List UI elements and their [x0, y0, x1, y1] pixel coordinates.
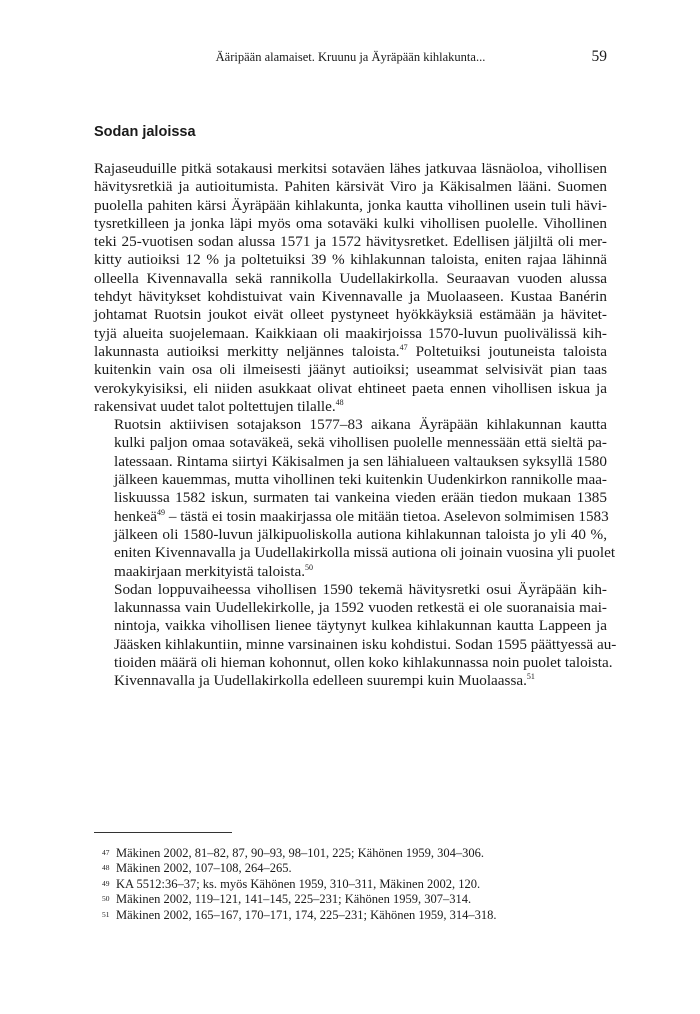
text-line: jälkeen kauemmas, mutta vihollinen teki kuitenkin Uudenkirkon rannikolle maa-	[114, 471, 607, 489]
text-line: maakirjaan merkityistä taloista.$^{50}$	[114, 562, 314, 580]
footnote-number: 51	[102, 909, 110, 919]
body-paragraph	[94, 160, 607, 416]
text-line: johtamat Ruotsin joukot eivät olleet pystyneet hyökkäyksiä estämään ja hävitet-	[94, 306, 607, 324]
text-line: Rajaseuduille pitkä sotakausi merkitsi sotaväen lähes jatkuvaa läsnäoloa, vihollisen	[94, 160, 607, 177]
page-number: 59	[591, 48, 607, 65]
footnote-entry	[94, 877, 607, 892]
text-line: liskuussa 1582 iskun, surmaten tai vankeina vieden erään tiedon mukaan 1385	[114, 489, 607, 507]
text-line: puolella pahiten kärsi Äyräpään kihlakunta, jonka kautta vihollinen usein tuli hävi-	[94, 196, 607, 214]
footnote-text: KA 5512:36–37; ks. myös Kähönen 1959, 310–311, Mäkinen 2002, 120.	[116, 876, 481, 891]
footnote-number: 48	[102, 863, 110, 873]
footnote-text: Mäkinen 2002, 165–167, 170–171, 174, 225–231; Kähönen 1959, 314–318.	[116, 907, 497, 922]
text-line: Sodan loppuvaiheessa vihollisen 1590 tekemä hävitysretki osui Äyräpään kih-	[114, 580, 607, 598]
footnote-number: 50	[102, 894, 110, 904]
footnote-entry	[94, 892, 607, 907]
text-line: jälkeen oli 1580-luvun jälkipuoliskolla autiona kihlakunnan taloista jo yli 40 %,	[114, 525, 607, 543]
footnote-entry	[94, 846, 607, 861]
text-line: tyjä alueita suojelemaan. Kaikkiaan oli maakirjoissa 1570-luvun puolivälissä kih-	[94, 324, 607, 342]
text-line: tehdyt hävitykset kohdistuivat vain Kivennavalle ja Muolaaseen. Kustaa Banérin	[94, 288, 607, 306]
running-header	[94, 50, 607, 70]
text-line: latessaan. Rintama siirtyi Käkisalmen ja sen lähialueen valtauksen syksyllä 1580	[114, 452, 607, 470]
text-line: lakunnasta autioiksi merkitty neljännes taloista.$^{47}$ Poltetuiksi joutuneista taloista	[94, 342, 607, 360]
body-paragraph	[94, 416, 616, 581]
text-line: Jääsken kihlakuntiin, minne varsinainen isku kohdistui. Sodan 1595 päättyessä au-	[114, 635, 617, 653]
footnote-reference: 49	[157, 507, 166, 517]
section-heading: Sodan jaloissa	[94, 124, 196, 140]
footnote-divider	[94, 832, 232, 833]
text-line: kulki paljon omaa sotaväkeä, sekä vihollisen puolelle mennessään että sieltä pa-	[114, 434, 607, 452]
text-line: Ruotsin aktiivisen sotajakson 1577–83 aikana Äyräpään kihlakunnan kautta	[114, 416, 607, 434]
text-line: olleella Kivennavalla sekä rannikolla Uudellakirkolla. Seuraavan vuoden alussa	[94, 269, 607, 287]
text-line: nintoja, vaikka vihollisen lienee täytynyt kulkea kihlakunnan kautta Lappeen ja	[114, 617, 607, 635]
footnote-reference: 47	[399, 342, 408, 352]
footnote-reference: 51	[526, 672, 535, 682]
footnote-text: Mäkinen 2002, 119–121, 141–145, 225–231; Kähönen 1959, 307–314.	[116, 892, 472, 907]
text-line: henkeä$^{49}$ – tästä ei tosin maakirjassa ole mitään tietoa. Aselevon solmimisen 1583	[114, 507, 609, 525]
footnote-number: 49	[102, 878, 110, 888]
footnote-reference: 48	[335, 397, 344, 407]
text-line: Kivennavalla ja Uudellakirkolla edelleen suurempi kuin Muolaassa.$^{51}$	[114, 672, 535, 690]
footnotes	[94, 846, 607, 923]
text-line: verokykyisiksi, eli niiden asukkaat olivat ehtineet paeta ennen vihollisen iskua ja	[94, 379, 607, 397]
running-title: Ääripään alamaiset. Kruunu ja Äyräpään kihlakunta...	[215, 50, 486, 64]
footnote-text: Mäkinen 2002, 107–108, 264–265.	[116, 861, 292, 876]
text-line: kuitenkin vain osa oli ilmeisesti jäänyt autioiksi; useammat selvisivät pian taas	[94, 361, 607, 379]
footnote-entry	[94, 861, 607, 876]
footnote-reference: 50	[305, 562, 314, 572]
body-text	[94, 160, 617, 691]
text-line: lakunnassa vain Uudellekirkolle, ja 1592 vuoden retkestä ei ole suoranaisia mai-	[114, 599, 607, 617]
text-line: rakensivat uudet talot poltettujen tilalle.$^{48}$	[94, 397, 344, 415]
text-line: tysretkilleen ja jonka läpi myös oma sotaväki kulki vihollisen puolelle. Vihollinen	[94, 214, 607, 232]
footnote-entry	[94, 908, 607, 923]
footnote-text: Mäkinen 2002, 81–82, 87, 90–93, 98–101, 225; Kähönen 1959, 304–306.	[116, 846, 485, 860]
body-paragraph	[94, 580, 617, 691]
text-line: eniten Kivennavalla ja Uudellakirkolla missä autiona oli joinain vuosina yli puolet	[114, 544, 616, 562]
text-line: teki 25-vuotisen sodan alussa 1571 ja 1572 hävitysretket. Edellisen jäljiltä oli mer-	[94, 233, 607, 251]
footnote-number: 47	[102, 848, 110, 857]
text-line: tioiden määrä oli hieman kohonnut, ollen koko kihlakunnassa noin puolet taloista.	[114, 654, 613, 672]
text-line: kitty autioiksi 12 % ja poltetuiksi 39 % kihlakunnan taloista, eniten rajaa lähinnä	[94, 251, 607, 269]
text-line: hävitysretkiä ja autioitumista. Pahiten kärsivät Viro ja Käkisalmen lääni. Suomen	[94, 178, 607, 196]
